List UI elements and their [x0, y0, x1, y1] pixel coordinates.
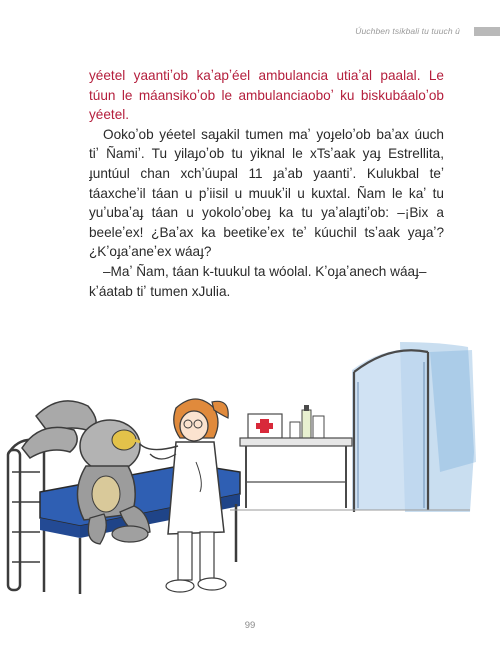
privacy-screen [352, 349, 430, 512]
cabinet-cross-label: + [265, 431, 266, 432]
paragraph-continued: yéetel yaantiʼob kaʼapʼéel ambulancia utiaʼal paalal. Le túun le máansikoʼob le ambulanciaoboʼ ku biskubáaloʼob yéetel. [89, 68, 444, 123]
paragraph-dialogue: –Maʼ Ñam, táan k-tuukul ta wóolal. Kʼoɟaʼanech wáaɟ–kʼáatab tiʼ tumen xJulia. [89, 263, 427, 299]
bottles [290, 405, 324, 438]
illustration-svg [0, 342, 500, 604]
medical-cart [240, 438, 352, 508]
story-text [89, 66, 444, 301]
paragraph-visit: Ookoʼob yéetel saɟakil tumen maʼ yoɟeloʼob baʼax úuch tiʼ Ñamiʼ. Tu yilaɟoʼob tu yiknal le xTsʼaak yaɟ Estrellita, ɟuntúul chan xchʼúupal 11 ɟaʼab yaantiʼ. Kulukbal teʼ táaxcheʼil táan u pʼiisil u muukʼil u kuxtal. Ñam le kaʼ tu yuʼubaʼaɟ táan u yokoloʼobeɟ ka tu yaʼalaɟtiʼob: –¡Bix a beeleʼex! ¿Baʼax ka beetikeʼex teʼ kúuchil tsʼaak yaɟaʼ? ¿Kʼoɟaʼaneʼex wáaɟ? [89, 126, 444, 260]
chapter-tab [474, 27, 500, 36]
medicine-cabinet [248, 414, 282, 438]
page-number: 99 [244, 620, 256, 631]
hospital-illustration [0, 342, 500, 604]
running-head-title: Úuchben tsikbali tu tuuch ú [355, 26, 460, 36]
running-head [0, 26, 500, 40]
